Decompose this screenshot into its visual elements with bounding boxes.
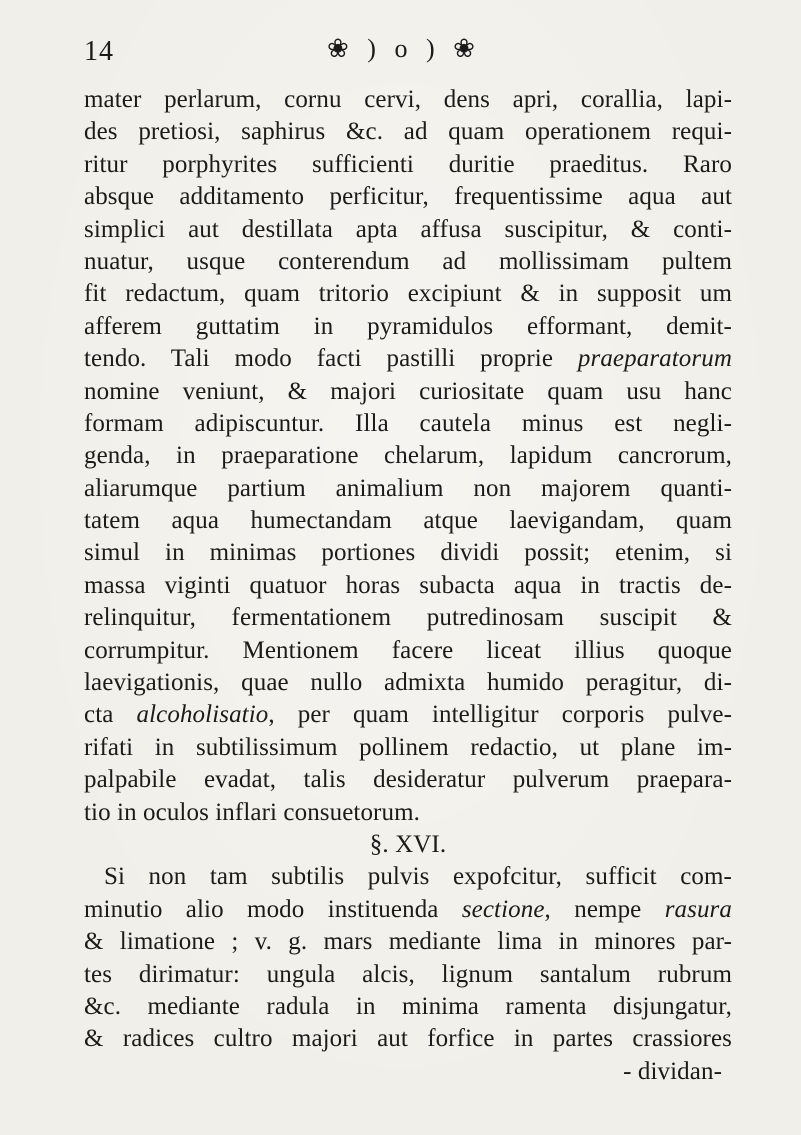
italic-term: praeparatorum [577,345,732,373]
text-line: fit redactum, quam tritorio excipiunt & in supposit um [84,280,732,308]
text-line: afferem guttatim in pyramidulos efformant, demit- [84,312,732,340]
text-line: tatem aqua humectandam atque laevigandam, quam [84,507,732,535]
text-line: tes dirimatur: ungula alcis, lignum santalum rubrum [84,960,732,988]
body-text [84,84,732,1088]
text-line: &c. mediante radula in minima ramenta disjungatur, [84,992,732,1020]
text-line: nomine veniunt, & majori curiositate quam usu hanc [84,377,732,405]
text-line: laevigationis, quae nullo admixta humido peragitur, di- [84,669,732,697]
text-line: mater perlarum, cornu cervi, dens apri, corallia, lapi- [84,86,732,113]
text-fragment: minutio alio modo instituenda [84,895,439,923]
text-line: absque additamento perficitur, frequentissime aqua aut [84,183,732,211]
text-line: aliarumque partium animalium non majorem quanti- [84,474,732,502]
text-line: simplici aut destillata apta affusa suscipitur, & conti- [84,215,732,243]
text-line: genda, in praeparatione chelarum, lapidum cancrorum, [84,442,732,470]
text-fragment: cta [84,701,114,729]
text-fragment: tendo. Tali modo facti pastilli proprie [84,345,554,373]
header-ornament: ❀ ) o ) ❀ [327,34,481,63]
text-line: formam adipiscuntur. Illa cautela minus est negli- [84,409,732,437]
text-line: tio in oculos inflari consuetorum. [84,798,420,826]
italic-term: alcoholisatio [136,701,269,729]
text-fragment: , nempe [544,895,642,923]
catchword: - dividan- [623,1057,722,1085]
section-heading: §. XVI. [369,830,447,858]
page-number: 14 [84,36,114,67]
text-line: & radices cultro majori aut forfice in partes crassiores [84,1025,732,1053]
text-fragment: , per quam intelligitur corporis pulve- [268,701,732,729]
text-line [84,699,732,731]
text-line: nuatur, usque conterendum ad mollissimam pultem [84,247,732,275]
text-line: massa viginti quatuor horas subacta aqua in tractis de- [84,571,732,599]
text-line [84,894,732,926]
text-line [84,343,732,375]
text-line: Si non tam subtilis pulvis expofcitur, sufficit com- [104,863,732,891]
italic-term: sectione [461,895,545,923]
text-line: ritur porphyrites sufficienti duritie praeditus. Raro [84,150,732,178]
page-header [84,30,724,70]
italic-term: rasura [664,895,732,923]
text-line: corrumpitur. Mentionem facere liceat illius quoque [84,636,732,664]
text-line: simul in minimas portiones dividi possit; etenim, si [84,539,732,567]
text-line: relinquitur, fermentationem putredinosam suscipit & [84,604,732,632]
text-line: des pretiosi, saphirus &c. ad quam operationem requi- [84,118,732,146]
text-line: palpabile evadat, talis desideratur pulverum praepara- [84,766,732,794]
text-line: & limatione ; v. g. mars mediante lima in minores par- [84,928,732,956]
text-line: rifati in subtilissimum pollinem redactio, ut plane im- [84,733,732,761]
